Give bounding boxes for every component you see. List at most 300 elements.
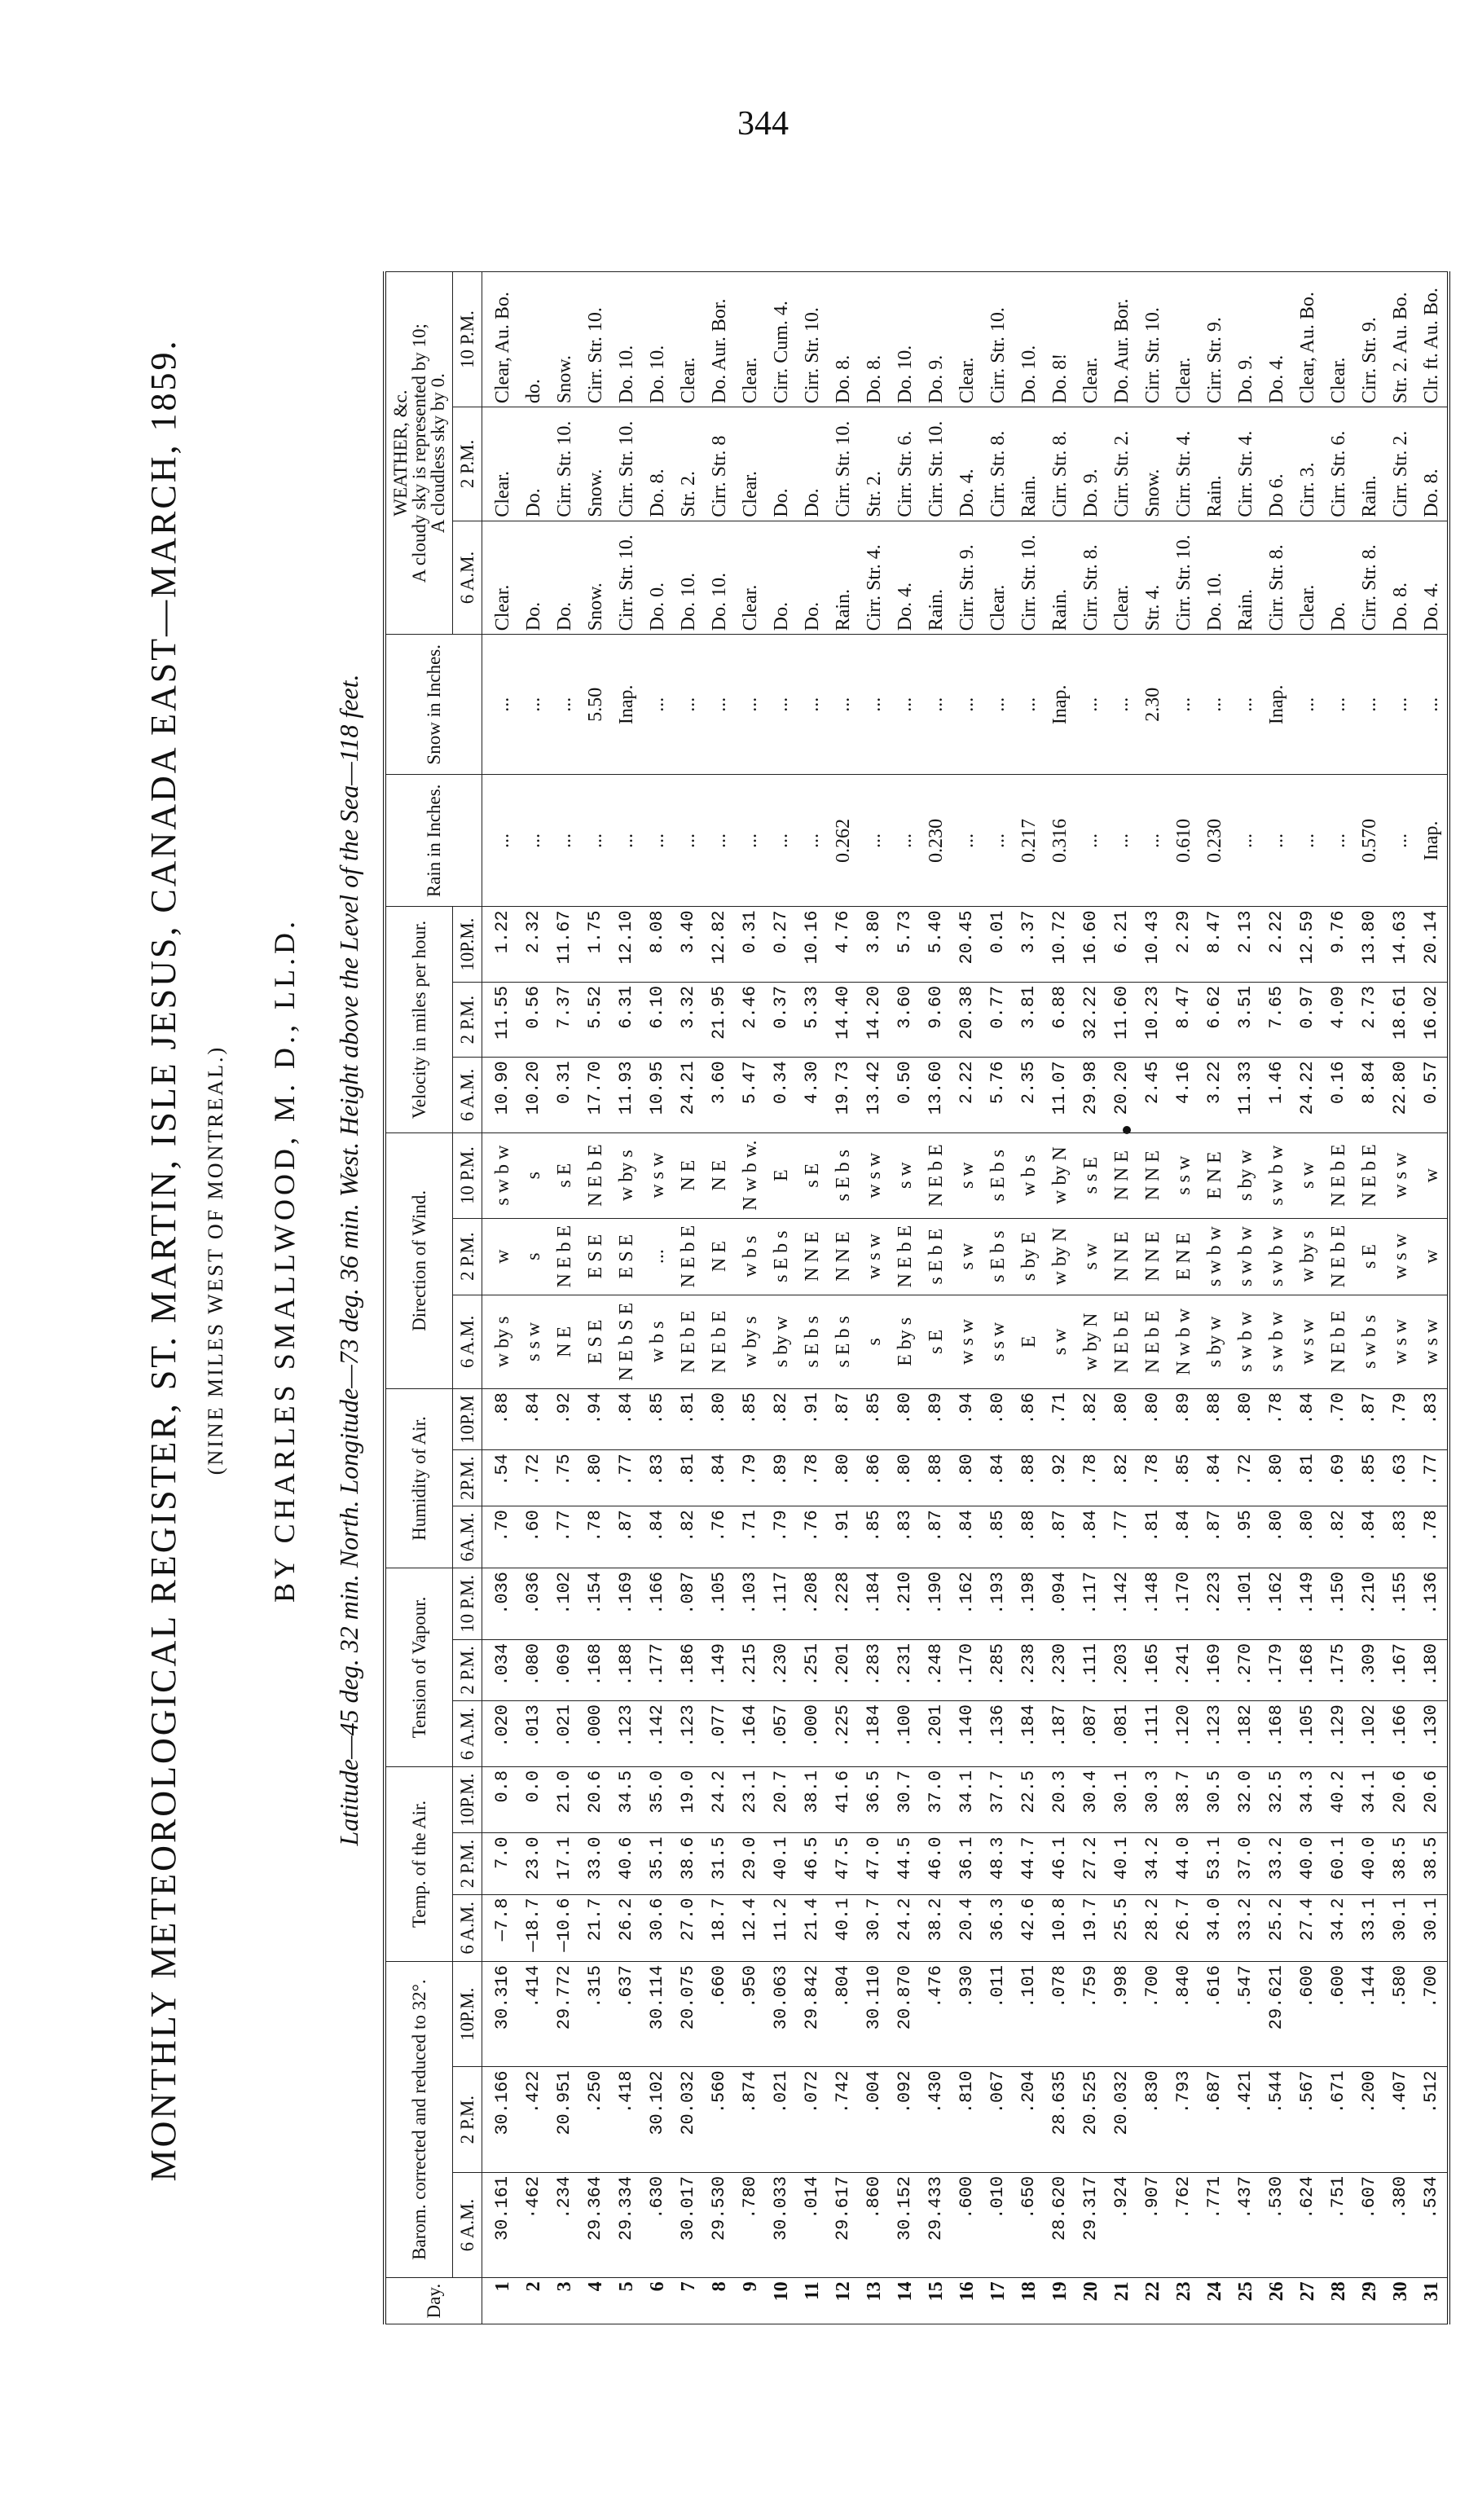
temp-2pm: 7.0 bbox=[482, 1833, 519, 1894]
vapour-2pm: .201 bbox=[828, 1639, 859, 1700]
weather-6am: Cirr. Str. 4. bbox=[859, 521, 890, 635]
vapour-10pm: .136 bbox=[1416, 1568, 1449, 1640]
temp-6am: 20.4 bbox=[952, 1894, 983, 1961]
weather-10pm: Cirr. Str. 9. bbox=[1199, 272, 1230, 407]
temp-6am: 36.3 bbox=[983, 1894, 1014, 1961]
snow-cell: ... bbox=[1416, 635, 1449, 775]
wind-10pm: w b s bbox=[1014, 1132, 1045, 1218]
barom-6am: .762 bbox=[1168, 2172, 1199, 2277]
temp-2pm: 44.7 bbox=[1014, 1833, 1045, 1894]
wind-10pm: w by s bbox=[611, 1132, 642, 1218]
wind-2pm: ... bbox=[642, 1218, 673, 1295]
temp-10pm: 0.0 bbox=[518, 1766, 549, 1833]
rain-cell: ... bbox=[766, 775, 797, 907]
velocity-2pm: 16.02 bbox=[1416, 982, 1449, 1057]
barom-10pm: 30.316 bbox=[482, 1961, 519, 2066]
weather-10pm: Cirr. Str. 9. bbox=[1354, 272, 1385, 407]
vapour-2pm: .203 bbox=[1106, 1639, 1137, 1700]
snow-cell: ... bbox=[1075, 635, 1106, 775]
barom-6am: .607 bbox=[1354, 2172, 1385, 2277]
vapour-6am: .087 bbox=[1075, 1701, 1106, 1767]
vapour-6am: .136 bbox=[983, 1701, 1014, 1767]
table-row bbox=[642, 272, 673, 2324]
velocity-6am: 2.35 bbox=[1014, 1058, 1045, 1132]
vapour-6am: .000 bbox=[580, 1701, 611, 1767]
snow-cell: Inap. bbox=[1261, 635, 1292, 775]
humidity-6am: .82 bbox=[1323, 1506, 1354, 1568]
humidity-2pm: .75 bbox=[549, 1450, 580, 1506]
temp-10pm: 21.0 bbox=[549, 1766, 580, 1833]
temp-6am: 21.4 bbox=[797, 1894, 828, 1961]
barom-2pm: .418 bbox=[611, 2067, 642, 2172]
vapour-2pm: .270 bbox=[1230, 1639, 1261, 1700]
snow-cell: ... bbox=[766, 635, 797, 775]
vapour-10pm: .102 bbox=[549, 1568, 580, 1640]
weather-6am: Rain. bbox=[1230, 521, 1261, 635]
velocity-2pm: 18.61 bbox=[1385, 982, 1416, 1057]
weather-2pm: Do 6. bbox=[1261, 407, 1292, 521]
day-cell: 30 bbox=[1385, 2278, 1416, 2324]
rain-cell: ... bbox=[1137, 775, 1168, 907]
col-velocity-header: Velocity in miles per hour. bbox=[385, 907, 453, 1132]
temp-6am: 19.7 bbox=[1075, 1894, 1106, 1961]
barom-6am: .771 bbox=[1199, 2172, 1230, 2277]
table-row bbox=[1137, 272, 1168, 2324]
temp-6am: 34.2 bbox=[1323, 1894, 1354, 1961]
humidity-2pm: .63 bbox=[1385, 1450, 1416, 1506]
barom-6am: 30.152 bbox=[890, 2172, 921, 2277]
vapour-6am: .100 bbox=[890, 1701, 921, 1767]
humidity-2pm: .84 bbox=[1199, 1450, 1230, 1506]
day-cell: 4 bbox=[580, 2278, 611, 2324]
vapour-10pm: .228 bbox=[828, 1568, 859, 1640]
humidity-6am: .76 bbox=[704, 1506, 735, 1568]
humidity-2pm: .78 bbox=[1075, 1450, 1106, 1506]
velocity-10pm: 4.76 bbox=[828, 907, 859, 982]
barom-10pm: 29.621 bbox=[1261, 1961, 1292, 2066]
humidity-10pm: .83 bbox=[1416, 1389, 1449, 1450]
humidity-6am: .83 bbox=[890, 1506, 921, 1568]
temp-2pm: 40.1 bbox=[1106, 1833, 1137, 1894]
velocity-2pm: 6.31 bbox=[611, 982, 642, 1057]
velocity-10pm: 16.60 bbox=[1075, 907, 1106, 982]
humidity-10pm: .94 bbox=[952, 1389, 983, 1450]
humidity-6am: .78 bbox=[580, 1506, 611, 1568]
barom-2pm: .560 bbox=[704, 2067, 735, 2172]
weather-10pm: Do. 10. bbox=[611, 272, 642, 407]
humidity-2pm: .86 bbox=[859, 1450, 890, 1506]
register-author: BY CHARLES SMALLWOOD, M. D., LL.D. bbox=[268, 917, 301, 1603]
wind-2pm: w s w bbox=[859, 1218, 890, 1295]
humidity-2pm: .80 bbox=[1261, 1450, 1292, 1506]
barom-2pm: .687 bbox=[1199, 2067, 1230, 2172]
day-cell: 7 bbox=[673, 2278, 704, 2324]
weather-2pm: Cirr. Str. 10. bbox=[921, 407, 952, 521]
temp-2pm: 44.5 bbox=[890, 1833, 921, 1894]
humidity-10pm: .87 bbox=[1354, 1389, 1385, 1450]
velocity-6am: 2.22 bbox=[952, 1058, 983, 1132]
wind-2pm: s E bbox=[1354, 1218, 1385, 1295]
velocity-10pm: 3.37 bbox=[1014, 907, 1045, 982]
rain-cell: ... bbox=[1292, 775, 1323, 907]
weather-10pm: Do. Aur. Bor. bbox=[1106, 272, 1137, 407]
barom-2pm: 20.951 bbox=[549, 2067, 580, 2172]
velocity-6am: 3.60 bbox=[704, 1058, 735, 1132]
barom-6am: .014 bbox=[797, 2172, 828, 2277]
snow-cell: Inap. bbox=[611, 635, 642, 775]
velocity-6am: 8.84 bbox=[1354, 1058, 1385, 1132]
velocity-2pm: 11.55 bbox=[482, 982, 519, 1057]
wind-2pm: w by s bbox=[1292, 1218, 1323, 1295]
temp-6am: 26.7 bbox=[1168, 1894, 1199, 1961]
vapour-10pm: .210 bbox=[1354, 1568, 1385, 1640]
wind-10pm: s w bbox=[952, 1132, 983, 1218]
wind-10pm: N E bbox=[673, 1132, 704, 1218]
snow-cell: ... bbox=[673, 635, 704, 775]
humidity-6am: .77 bbox=[549, 1506, 580, 1568]
velocity-10pm: 20.14 bbox=[1416, 907, 1449, 982]
wind-2pm: N E b E bbox=[890, 1218, 921, 1295]
wind-6am: N E b E bbox=[1137, 1295, 1168, 1388]
rain-cell: ... bbox=[797, 775, 828, 907]
wind-10pm: N E bbox=[704, 1132, 735, 1218]
temp-10pm: 38.1 bbox=[797, 1766, 828, 1833]
velocity-6am: 4.16 bbox=[1168, 1058, 1199, 1132]
table-row bbox=[611, 272, 642, 2324]
rain-cell: 0.230 bbox=[921, 775, 952, 907]
vapour-2pm: .309 bbox=[1354, 1639, 1385, 1700]
humidity-10pm: .70 bbox=[1323, 1389, 1354, 1450]
snow-cell: ... bbox=[1323, 635, 1354, 775]
day-cell: 11 bbox=[797, 2278, 828, 2324]
day-cell: 26 bbox=[1261, 2278, 1292, 2324]
barom-2pm: .742 bbox=[828, 2067, 859, 2172]
vapour-10pm: .117 bbox=[766, 1568, 797, 1640]
barom-10pm: .660 bbox=[704, 1961, 735, 2066]
vapour-10pm: .162 bbox=[1261, 1568, 1292, 1640]
velocity-2pm: 6.10 bbox=[642, 982, 673, 1057]
humidity-2pm: .81 bbox=[673, 1450, 704, 1506]
barom-2pm: .092 bbox=[890, 2067, 921, 2172]
snow-cell: ... bbox=[642, 635, 673, 775]
barom-6am: .437 bbox=[1230, 2172, 1261, 2277]
snow-cell: ... bbox=[704, 635, 735, 775]
wind-2pm: w bbox=[1416, 1218, 1449, 1295]
barom-6am: .010 bbox=[983, 2172, 1014, 2277]
barom-10pm: 29.772 bbox=[549, 1961, 580, 2066]
temp-10pm: 19.0 bbox=[673, 1766, 704, 1833]
page-number: 344 bbox=[737, 105, 789, 143]
velocity-10pm: 12.59 bbox=[1292, 907, 1323, 982]
weather-10pm: Clear. bbox=[1323, 272, 1354, 407]
temp-10pm: 30.3 bbox=[1137, 1766, 1168, 1833]
col-rain-header: Rain in Inches. bbox=[385, 775, 482, 907]
register-subtitle: (NINE MILES WEST OF MONTREAL.) bbox=[204, 1045, 227, 1475]
vapour-10pm: .223 bbox=[1199, 1568, 1230, 1640]
weather-header-line-2: A cloudy sky is represented by 10; bbox=[409, 323, 429, 583]
barom-6am: 28.620 bbox=[1045, 2172, 1075, 2277]
weather-2pm: Do. bbox=[797, 407, 828, 521]
wind-6am: w b s bbox=[642, 1295, 673, 1388]
snow-cell: ... bbox=[1199, 635, 1230, 775]
velocity-10pm: 9.76 bbox=[1323, 907, 1354, 982]
table-row bbox=[859, 272, 890, 2324]
vapour-10pm: .142 bbox=[1106, 1568, 1137, 1640]
snow-cell: ... bbox=[828, 635, 859, 775]
barom-2pm: .204 bbox=[1014, 2067, 1045, 2172]
vapour-6am: .123 bbox=[673, 1701, 704, 1767]
velocity-10pm: 8.47 bbox=[1199, 907, 1230, 982]
vapour-2pm: .169 bbox=[1199, 1639, 1230, 1700]
wind-10pm: s bbox=[518, 1132, 549, 1218]
barom-6am: .630 bbox=[642, 2172, 673, 2277]
humidity-2pm: .81 bbox=[1292, 1450, 1323, 1506]
humidity-10pm: .86 bbox=[1014, 1389, 1045, 1450]
temp-2pm: 46.1 bbox=[1045, 1833, 1075, 1894]
wind-2pm: s by E bbox=[1014, 1218, 1045, 1295]
barom-6am: 29.530 bbox=[704, 2172, 735, 2277]
humidity-10pm: .85 bbox=[642, 1389, 673, 1450]
vapour-2pm: .080 bbox=[518, 1639, 549, 1700]
wind-10pm: s s w bbox=[1168, 1132, 1199, 1218]
humidity-6am: .71 bbox=[735, 1506, 766, 1568]
wind-6am: E S E bbox=[580, 1295, 611, 1388]
vapour-2pm: .177 bbox=[642, 1639, 673, 1700]
temp-2pm: 38.5 bbox=[1416, 1833, 1449, 1894]
velocity-6am: 0.16 bbox=[1323, 1058, 1354, 1132]
weather-2pm: Do. 9. bbox=[1075, 407, 1106, 521]
humidity-10pm: .80 bbox=[1230, 1389, 1261, 1450]
col-temp-header: Temp. of the Air. bbox=[385, 1766, 453, 1961]
temp-10pm: 30.7 bbox=[890, 1766, 921, 1833]
vapour-10pm: .155 bbox=[1385, 1568, 1416, 1640]
velocity-10pm: 6.21 bbox=[1106, 907, 1137, 982]
humidity-6am: .84 bbox=[1354, 1506, 1385, 1568]
velocity-10pm: 0.31 bbox=[735, 907, 766, 982]
vapour-10pm: .094 bbox=[1045, 1568, 1075, 1640]
weather-2pm: Snow. bbox=[580, 407, 611, 521]
sub-header: 6 A.M. bbox=[453, 521, 482, 635]
barom-2pm: .072 bbox=[797, 2067, 828, 2172]
humidity-2pm: .80 bbox=[952, 1450, 983, 1506]
weather-10pm: Clear. bbox=[1168, 272, 1199, 407]
weather-2pm: Do. bbox=[766, 407, 797, 521]
vapour-10pm: .170 bbox=[1168, 1568, 1199, 1640]
weather-6am: Cirr. Str. 8. bbox=[1354, 521, 1385, 635]
humidity-2pm: .80 bbox=[580, 1450, 611, 1506]
weather-2pm: Cirr. Str. 6. bbox=[890, 407, 921, 521]
temp-6am: —7.8 bbox=[482, 1894, 519, 1961]
velocity-10pm: 10.16 bbox=[797, 907, 828, 982]
weather-6am: Do. bbox=[1323, 521, 1354, 635]
sub-header: 10P.M. bbox=[453, 907, 482, 982]
wind-2pm: s w b w bbox=[1261, 1218, 1292, 1295]
humidity-6am: .85 bbox=[983, 1506, 1014, 1568]
day-cell: 20 bbox=[1075, 2278, 1106, 2324]
temp-10pm: 34.1 bbox=[1354, 1766, 1385, 1833]
velocity-10pm: 3.40 bbox=[673, 907, 704, 982]
weather-10pm: Do. 9. bbox=[1230, 272, 1261, 407]
snow-cell: ... bbox=[482, 635, 519, 775]
wind-10pm: s by w bbox=[1230, 1132, 1261, 1218]
weather-10pm: Clear. bbox=[952, 272, 983, 407]
vapour-10pm: .166 bbox=[642, 1568, 673, 1640]
vapour-2pm: .170 bbox=[952, 1639, 983, 1700]
vapour-6am: .140 bbox=[952, 1701, 983, 1767]
wind-6am: s w bbox=[1045, 1295, 1075, 1388]
barom-10pm: .101 bbox=[1014, 1961, 1045, 2066]
barom-6am: .924 bbox=[1106, 2172, 1137, 2277]
vapour-2pm: .111 bbox=[1075, 1639, 1106, 1700]
table-row bbox=[1323, 272, 1354, 2324]
snow-cell: ... bbox=[1014, 635, 1045, 775]
wind-2pm: w s w bbox=[1385, 1218, 1416, 1295]
temp-10pm: 37.7 bbox=[983, 1766, 1014, 1833]
weather-2pm: Cirr. Str. 8. bbox=[983, 407, 1014, 521]
table-row bbox=[1075, 272, 1106, 2324]
velocity-2pm: 3.32 bbox=[673, 982, 704, 1057]
wind-2pm: w by N bbox=[1045, 1218, 1075, 1295]
barom-10pm: .078 bbox=[1045, 1961, 1075, 2066]
vapour-10pm: .193 bbox=[983, 1568, 1014, 1640]
barom-6am: .860 bbox=[859, 2172, 890, 2277]
temp-10pm: 30.1 bbox=[1106, 1766, 1137, 1833]
vapour-2pm: .241 bbox=[1168, 1639, 1199, 1700]
humidity-10pm: .84 bbox=[518, 1389, 549, 1450]
wind-6am: w s w bbox=[1292, 1295, 1323, 1388]
humidity-6am: .87 bbox=[611, 1506, 642, 1568]
velocity-10pm: 10.43 bbox=[1137, 907, 1168, 982]
rain-cell: ... bbox=[518, 775, 549, 907]
vapour-10pm: .117 bbox=[1075, 1568, 1106, 1640]
sub-header: 2 P.M. bbox=[453, 1833, 482, 1894]
temp-10pm: 35.0 bbox=[642, 1766, 673, 1833]
humidity-10pm: .81 bbox=[673, 1389, 704, 1450]
velocity-2pm: 0.37 bbox=[766, 982, 797, 1057]
velocity-2pm: 21.95 bbox=[704, 982, 735, 1057]
vapour-6am: .168 bbox=[1261, 1701, 1292, 1767]
vapour-6am: .123 bbox=[1199, 1701, 1230, 1767]
humidity-2pm: .89 bbox=[766, 1450, 797, 1506]
temp-2pm: 23.0 bbox=[518, 1833, 549, 1894]
snow-cell: ... bbox=[983, 635, 1014, 775]
temp-10pm: 36.5 bbox=[859, 1766, 890, 1833]
velocity-6am: 13.60 bbox=[921, 1058, 952, 1132]
weather-6am: Clear. bbox=[735, 521, 766, 635]
barom-6am: .380 bbox=[1385, 2172, 1416, 2277]
velocity-6am: 11.93 bbox=[611, 1058, 642, 1132]
weather-6am: Do. 10. bbox=[1199, 521, 1230, 635]
barom-2pm: 30.102 bbox=[642, 2067, 673, 2172]
vapour-6am: .081 bbox=[1106, 1701, 1137, 1767]
barom-10pm: .700 bbox=[1137, 1961, 1168, 2066]
vapour-10pm: .190 bbox=[921, 1568, 952, 1640]
weather-10pm: Clear, Au. Bo. bbox=[1292, 272, 1323, 407]
humidity-6am: .77 bbox=[1106, 1506, 1137, 1568]
temp-10pm: 34.3 bbox=[1292, 1766, 1323, 1833]
barom-10pm: 30.110 bbox=[859, 1961, 890, 2066]
wind-2pm: E S E bbox=[611, 1218, 642, 1295]
wind-10pm: s w bbox=[890, 1132, 921, 1218]
col-barom-header: Barom. corrected and reduced to 32°. bbox=[385, 1961, 453, 2277]
velocity-10pm: 14.63 bbox=[1385, 907, 1416, 982]
barom-10pm: .930 bbox=[952, 1961, 983, 2066]
barom-6am: .234 bbox=[549, 2172, 580, 2277]
vapour-6am: .111 bbox=[1137, 1701, 1168, 1767]
humidity-6am: .84 bbox=[642, 1506, 673, 1568]
table-row bbox=[983, 272, 1014, 2324]
temp-2pm: 46.5 bbox=[797, 1833, 828, 1894]
barom-10pm: 20.075 bbox=[673, 1961, 704, 2066]
sub-header: 6 A.M. bbox=[453, 1894, 482, 1961]
temp-10pm: 30.4 bbox=[1075, 1766, 1106, 1833]
wind-2pm: E S E bbox=[580, 1218, 611, 1295]
barom-6am: 30.033 bbox=[766, 2172, 797, 2277]
rain-cell: ... bbox=[704, 775, 735, 907]
velocity-6am: 10.20 bbox=[518, 1058, 549, 1132]
vapour-10pm: .036 bbox=[482, 1568, 519, 1640]
vapour-6am: .123 bbox=[611, 1701, 642, 1767]
weather-2pm: Str. 2. bbox=[859, 407, 890, 521]
weather-10pm: Do. 4. bbox=[1261, 272, 1292, 407]
vapour-6am: .057 bbox=[766, 1701, 797, 1767]
temp-2pm: 60.1 bbox=[1323, 1833, 1354, 1894]
barom-10pm: .998 bbox=[1106, 1961, 1137, 2066]
wind-2pm: N E b E bbox=[673, 1218, 704, 1295]
humidity-6am: .60 bbox=[518, 1506, 549, 1568]
wind-6am: E by s bbox=[890, 1295, 921, 1388]
barom-2pm: .407 bbox=[1385, 2067, 1416, 2172]
humidity-10pm: .82 bbox=[766, 1389, 797, 1450]
barom-10pm: 30.114 bbox=[642, 1961, 673, 2066]
velocity-2pm: 32.22 bbox=[1075, 982, 1106, 1057]
sub-header: 2 P.M. bbox=[453, 1639, 482, 1700]
barom-6am: .534 bbox=[1416, 2172, 1449, 2277]
humidity-2pm: .88 bbox=[1014, 1450, 1045, 1506]
velocity-6am: 1.46 bbox=[1261, 1058, 1292, 1132]
humidity-10pm: .78 bbox=[1261, 1389, 1292, 1450]
velocity-10pm: 5.73 bbox=[890, 907, 921, 982]
temp-2pm: 46.0 bbox=[921, 1833, 952, 1894]
weather-2pm: Do. 8. bbox=[642, 407, 673, 521]
sub-header: 2 P.M. bbox=[453, 1218, 482, 1295]
day-cell: 9 bbox=[735, 2278, 766, 2324]
wind-6am: w by s bbox=[482, 1295, 519, 1388]
snow-cell: ... bbox=[952, 635, 983, 775]
velocity-2pm: 11.60 bbox=[1106, 982, 1137, 1057]
weather-6am: Clear. bbox=[983, 521, 1014, 635]
day-cell: 31 bbox=[1416, 2278, 1449, 2324]
velocity-6am: 2.45 bbox=[1137, 1058, 1168, 1132]
velocity-2pm: 3.60 bbox=[890, 982, 921, 1057]
barom-10pm: .580 bbox=[1385, 1961, 1416, 2066]
humidity-10pm: .91 bbox=[797, 1389, 828, 1450]
weather-2pm: Cirr. Str. 2. bbox=[1106, 407, 1137, 521]
velocity-2pm: 14.40 bbox=[828, 982, 859, 1057]
day-cell: 24 bbox=[1199, 2278, 1230, 2324]
temp-10pm: 37.0 bbox=[921, 1766, 952, 1833]
humidity-2pm: .78 bbox=[797, 1450, 828, 1506]
velocity-6am: 5.76 bbox=[983, 1058, 1014, 1132]
weather-10pm: Clear. bbox=[735, 272, 766, 407]
snow-cell: Inap. bbox=[1045, 635, 1075, 775]
barom-6am: ·462 bbox=[518, 2172, 549, 2277]
humidity-2pm: .69 bbox=[1323, 1450, 1354, 1506]
table-row bbox=[1385, 272, 1416, 2324]
humidity-6am: .79 bbox=[766, 1506, 797, 1568]
vapour-10pm: .149 bbox=[1292, 1568, 1323, 1640]
temp-6am: 10.8 bbox=[1045, 1894, 1075, 1961]
